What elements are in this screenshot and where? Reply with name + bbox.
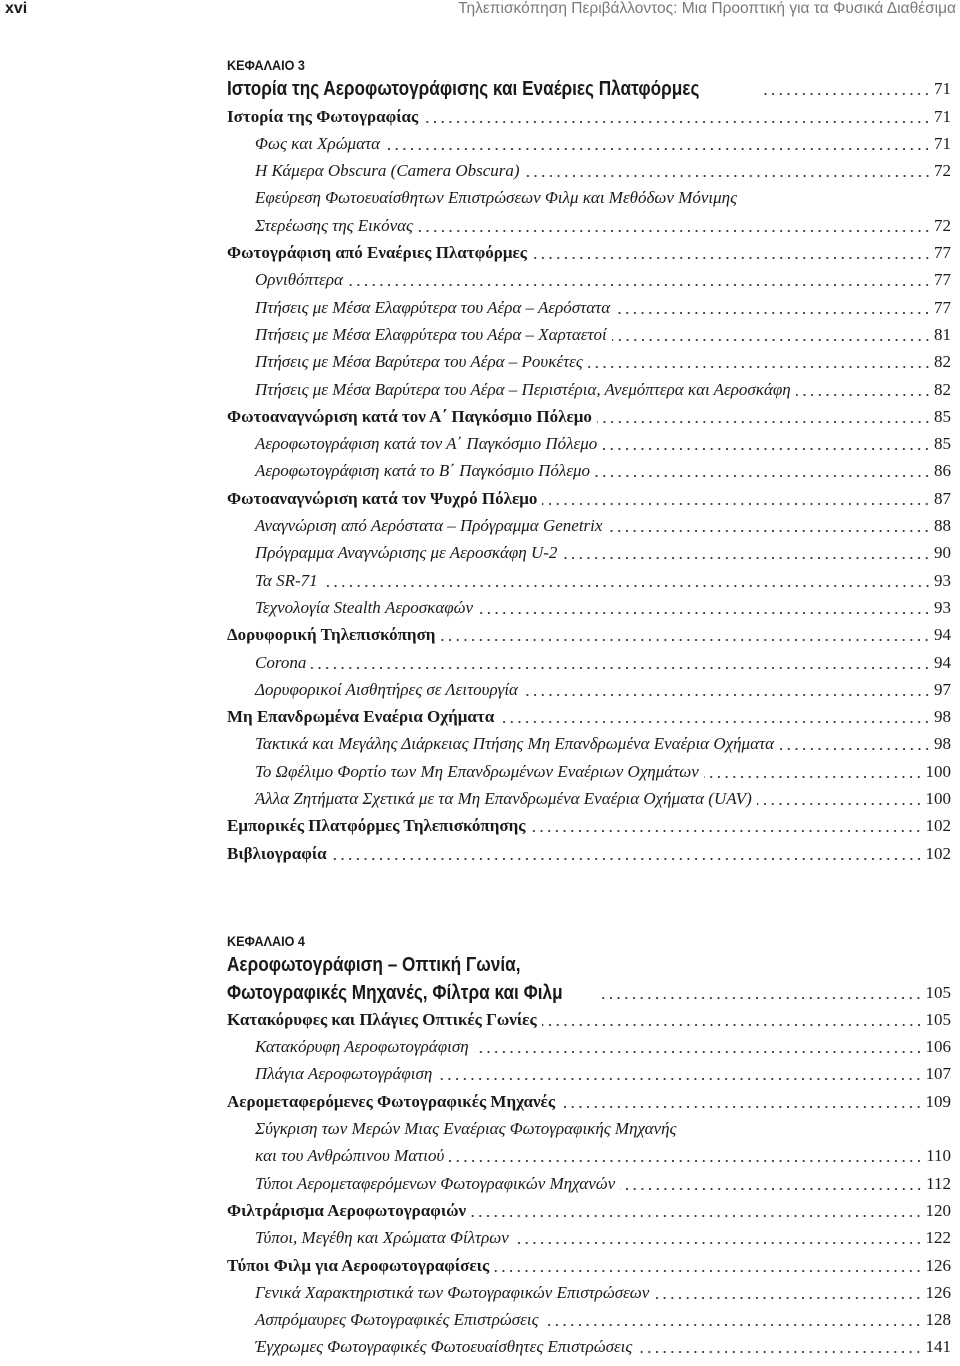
chapter-3-toc [227,56,951,866]
dot-leader [499,721,931,723]
dot-leader [348,284,931,286]
dot-leader [560,1106,923,1108]
toc-entry-title: Πτήσεις με Μέσα Ελαφρύτερα του Αέρα – Χαρταετοί [255,324,607,344]
toc-entry[interactable] [227,129,951,156]
toc-entry[interactable] [227,784,951,811]
toc-entry-title: Εμπορικές Πλατφόρμες Τηλεπισκόπησης [227,816,526,836]
toc-entry[interactable] [227,1196,951,1223]
toc-entry[interactable] [227,183,951,210]
toc-entry-title: Αερομεταφερόμενες Φωτογραφικές Μηχανές [227,1091,555,1111]
dot-leader [514,1242,923,1244]
toc-entry-page: 126 [925,1282,951,1302]
dot-leader [311,667,931,669]
toc-entry-page: 71 [934,133,951,153]
toc-entry-title: Ιστορία της Φωτογραφίας [227,106,419,126]
toc-entry-page: 98 [934,707,951,727]
toc-entry-page: 86 [934,461,951,481]
dot-leader [474,1051,923,1053]
toc-entry-title: Φως και Χρώματα [255,133,381,153]
toc-entry-page: 122 [925,1228,951,1248]
dot-leader [437,1078,922,1080]
toc-entry[interactable] [227,511,951,538]
toc-entry-page: 88 [934,516,951,536]
toc-entry-title: Μη Επανδρωμένα Εναέρια Οχήματα [227,707,495,727]
toc-entry[interactable] [227,756,951,783]
toc-entry-title: Το Ωφέλιμο Φορτίο των Μη Επανδρωμένων Εναέριων Οχημάτων [255,761,699,781]
dot-leader [612,339,931,341]
dot-leader [759,93,931,95]
dot-leader [637,1351,922,1353]
dot-leader [595,475,931,477]
dot-leader [600,997,922,999]
dot-leader [523,694,931,696]
dot-leader [597,421,931,423]
toc-entry-page: 72 [934,215,951,235]
toc-entry-title: Αεροφωτογράφιση κατά το Β΄ Παγκόσμιο Πόλεμο [255,461,591,481]
toc-entry-title: Φωτοαναγνώριση κατά τον Ψυχρό Πόλεμο [227,488,538,508]
toc-entry[interactable] [227,702,951,729]
toc-entry[interactable] [227,1141,951,1168]
toc-entry-page: 77 [934,243,951,263]
dot-leader [543,1324,922,1326]
dot-leader [532,257,931,259]
dot-leader [449,1160,923,1162]
toc-entry-title: Ορνιθόπτερα [255,270,343,290]
toc-entry[interactable] [227,977,951,1004]
dot-leader [562,557,931,559]
toc-entry-page: 71 [934,79,951,99]
toc-entry-title: Φωτοαναγνώριση κατά τον Α΄ Παγκόσμιο Πόλεμο [227,406,592,426]
dot-leader [494,1270,922,1272]
dot-leader [615,312,931,314]
toc-entry-page: 97 [934,679,951,699]
toc-entry[interactable] [227,74,951,101]
toc-entry-title: Γενικά Χαρακτηριστικά των Φωτογραφικών Επιστρώσεων [255,1282,650,1302]
dot-leader [478,612,931,614]
dot-leader [542,1024,923,1026]
toc-entry[interactable] [227,838,951,865]
toc-entry[interactable] [227,1332,951,1359]
toc-entry-page: 77 [934,270,951,290]
dot-leader [779,748,931,750]
toc-entry-page: 93 [934,570,951,590]
toc-entry[interactable] [227,456,951,483]
toc-entry[interactable] [227,1086,951,1113]
toc-entry-title: Πτήσεις με Μέσα Βαρύτερα του Αέρα – Ρουκέτες [255,352,583,372]
toc-entry-page: 81 [934,324,951,344]
dot-leader [757,803,923,805]
toc-entry-page: 112 [926,1173,951,1193]
toc-entry-page: 98 [934,734,951,754]
toc-entry[interactable] [227,1223,951,1250]
toc-entry-page: 100 [925,789,951,809]
toc-entry[interactable] [227,950,951,977]
dot-leader [332,858,923,860]
toc-entry-page: 77 [934,297,951,317]
toc-entry-title: Τύποι, Μεγέθη και Χρώματα Φίλτρων [255,1228,509,1248]
toc-entry-title: Τεχνολογία Stealth Αεροσκαφών [255,597,474,617]
dot-leader [440,639,931,641]
toc-entry-title: Πρόγραμμα Αναγνώρισης με Αεροσκάφη U-2 [255,543,558,563]
dot-leader [607,530,931,532]
toc-entry-page: 102 [925,843,951,863]
toc-entry[interactable] [227,811,951,838]
toc-entry-title: Σύγκριση των Μερών Μιας Εναέριας Φωτογραφικής Μηχανής [255,1119,677,1139]
toc-entry-title: Άλλα Ζητήματα Σχετικά με τα Μη Επανδρωμένα Εναέρια Οχήματα (UAV) [255,789,752,809]
toc-entry[interactable] [227,347,951,374]
toc-entry-title: και του Ανθρώπινου Ματιού [255,1146,445,1166]
toc-entry-title: Αεροφωτογράφιση – Οπτική Γωνία, [227,954,521,977]
toc-entry[interactable] [227,729,951,756]
toc-entry[interactable] [227,1305,951,1332]
dot-leader [796,394,931,396]
toc-entry-page: 128 [925,1310,951,1330]
toc-entry[interactable] [227,101,951,128]
toc-entry-title: Τακτικά και Μεγάλης Διάρκειας Πτήσης Μη Επανδρωμένα Εναέρια Οχήματα [255,734,774,754]
toc-entry-title: Φιλτράρισμα Αεροφωτογραφιών [227,1200,467,1220]
toc-entry-page: 109 [925,1091,951,1111]
dot-leader [525,175,931,177]
dot-leader [542,503,931,505]
dot-leader [385,148,931,150]
toc-entry[interactable] [227,429,951,456]
toc-entry-title: Φωτογραφικές Μηχανές, Φίλτρα και Φιλμ [227,981,563,1004]
toc-entry[interactable] [227,565,951,592]
toc-entry[interactable] [227,1250,951,1277]
toc-entry[interactable] [227,593,951,620]
toc-entry-page: 87 [934,488,951,508]
toc-entry-title: Εφεύρεση Φωτοευαίσθητων Επιστρώσεων Φιλμ και Μεθόδων Μόνιμης [255,188,738,208]
toc-entry[interactable] [227,320,951,347]
toc-entry-page: 126 [925,1255,951,1275]
toc-entry[interactable] [227,1114,951,1141]
toc-entry-page: 102 [925,816,951,836]
toc-entry[interactable] [227,156,951,183]
toc-entry[interactable] [227,647,951,674]
toc-entry-page: 94 [934,625,951,645]
toc-entry[interactable] [227,402,951,429]
dot-leader [588,366,931,368]
toc-entry-title: Τύποι Φιλμ για Αεροφωτογραφίσεις [227,1255,490,1275]
toc-entry-page: 82 [934,352,951,372]
toc-entry[interactable] [227,483,951,510]
dot-leader [323,585,931,587]
toc-entry-page: 93 [934,597,951,617]
toc-entry-title: Τα SR-71 [255,570,318,590]
chapter-4-toc [227,932,951,1359]
dot-leader [654,1297,922,1299]
toc-entry-page: 94 [934,652,951,672]
toc-entry-title: Έγχρωμες Φωτογραφικές Φωτοευαίσθητες Επιστρώσεις [255,1337,633,1357]
toc-entry-page: 110 [926,1146,951,1166]
toc-entry-title: Corona [255,652,307,672]
toc-entry-title: Δορυφορικοί Αισθητήρες σε Λειτουργία [255,679,518,699]
dot-leader [620,1188,923,1190]
toc-entry-title: Τύποι Αερομεταφερόμενων Φωτογραφικών Μηχανών [255,1173,616,1193]
toc-entry-title: Αναγνώριση από Αερόστατα – Πρόγραμμα Genetrix [255,516,603,536]
toc-entry-page: 141 [925,1337,951,1357]
dot-leader [602,448,931,450]
dot-leader [418,230,931,232]
dot-leader [704,776,923,778]
toc-entry-title: Κατακόρυφες και Πλάγιες Οπτικές Γωνίες [227,1009,537,1029]
toc-entry-title: Πτήσεις με Μέσα Βαρύτερα του Αέρα – Περιστέρια, Ανεμόπτερα και Αεροσκάφη [255,379,791,399]
toc-entry-page: 106 [925,1037,951,1057]
toc-entry-page: 72 [934,161,951,181]
toc-entry[interactable] [227,675,951,702]
toc-entry-title: Φωτογράφιση από Εναέριες Πλατφόρμες [227,243,527,263]
toc-entry-title: Δορυφορική Τηλεπισκόπηση [227,625,436,645]
toc-entry-title: Η Κάμερα Obscura (Camera Obscura) [255,161,520,181]
toc-entry-title: Ασπρόμαυρες Φωτογραφικές Επιστρώσεις [255,1310,539,1330]
chapter-label: ΚΕΦΑΛΑΙΟ 4 [227,933,305,949]
toc-entry-page: 85 [934,406,951,426]
toc-entry[interactable] [227,374,951,401]
chapter-label: ΚΕΦΑΛΑΙΟ 3 [227,57,305,73]
toc-entry-page: 107 [925,1064,951,1084]
toc-entry[interactable] [227,1032,951,1059]
toc-entry-title: Πτήσεις με Μέσα Ελαφρύτερα του Αέρα – Αερόστατα [255,297,611,317]
page-header [0,0,960,22]
toc-entry[interactable] [227,238,951,265]
dot-leader [471,1215,922,1217]
toc-entry[interactable] [227,1168,951,1195]
toc-entry-page: 71 [934,106,951,126]
toc-entry[interactable] [227,620,951,647]
toc-entry[interactable] [227,292,951,319]
toc-entry-page: 120 [925,1200,951,1220]
toc-entry[interactable] [227,210,951,237]
dot-leader [423,121,931,123]
page-number: xvi [5,0,28,17]
toc-entry-title: Βιβλιογραφία [227,843,327,863]
toc-entry-page: 85 [934,434,951,454]
toc-entry-title: Πλάγια Αεροφωτογράφιση [255,1064,433,1084]
toc-entry[interactable] [227,1059,951,1086]
toc-entry-title: Ιστορία της Αεροφωτογράφισης και Εναέριες Πλατφόρμες [227,78,700,101]
toc-entry-title: Στερέωσης της Εικόνας [255,215,413,235]
toc-entry-title: Αεροφωτογράφιση κατά τον Α΄ Παγκόσμιο Πόλεμο [255,434,598,454]
toc-entry-page: 105 [925,982,951,1002]
toc-entry[interactable] [227,1005,951,1032]
running-title: Τηλεπισκόπηση Περιβάλλοντος: Μια Προοπτική για τα Φυσικά Διαθέσιμα [458,0,956,17]
toc-entry-page: 82 [934,379,951,399]
toc-entry-page: 90 [934,543,951,563]
toc-entry[interactable] [227,1278,951,1305]
dot-leader [530,830,922,832]
toc-entry-page: 100 [925,761,951,781]
toc-entry-title: Κατακόρυφη Αεροφωτογράφιση [255,1037,469,1057]
toc-entry[interactable] [227,538,951,565]
toc-entry-page: 105 [925,1009,951,1029]
toc-entry[interactable] [227,265,951,292]
